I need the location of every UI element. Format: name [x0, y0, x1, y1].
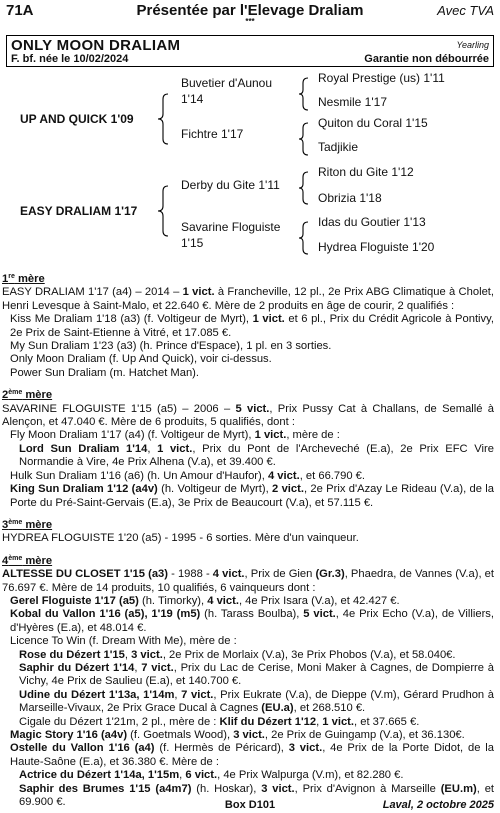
pedigree-sire-dam: Fichtre 1'17: [181, 127, 244, 141]
horse-name: ONLY MOON DRALIAM: [11, 37, 181, 54]
pedigree-ggp-4: Tadjikie: [318, 140, 359, 154]
granddam-paragraph: SAVARINE FLOGUISTE 1'15 (a5) – 2006 – 5 vict., Prix Pussy Cat à Challans, de Semallé à Alençon, et 47.040 €. Mère de 6 produits, 5 qualifiés, dont :: [2, 402, 495, 429]
produce-line: Saphir du Dézert 1'14, 7 vict., Prix du Lac de Cerise, Moni Maker à Cagnes, de Dompierre à Vichy, 4e Prix de Saulieu (E.a), et 140.700 €.: [19, 661, 495, 688]
horse-sex-birth: F. bf. née le 10/02/2024: [11, 53, 129, 65]
produce-line: Cigale du Dézert 1'21m, 2 pl., mère de : Klif du Dézert 1'12, 1 vict., et 37.665 €.: [19, 715, 420, 728]
pedigree-dam-dam-line1: Savarine Floguiste: [181, 220, 281, 234]
pedigree-ggp-8: Hydrea Floguiste 1'20: [318, 240, 435, 254]
presenter-title: Présentée par l'Elevage Draliam: [136, 2, 364, 19]
produce-line: Magic Story 1'16 (a4v) (f. Goetmals Wood), 3 vict., 2e Prix de Guingamp (V.a), et 36.130€.: [10, 729, 465, 741]
produce-line: Kiss Me Draliam 1'18 (a3) (f. Voltigeur de Myrt), 1 vict. et 6 pl., Prix du Crédit Agricole à Pontivy, 2e Prix de Saint-Etienne à Vitré, et 17.085 €.: [10, 313, 494, 339]
produce-line: Rose du Dézert 1'15, 3 vict., 2e Prix de Morlaix (V.a), 3e Prix Phobos (V.a), et 58.040€.: [19, 648, 456, 661]
pedigree-dam: EASY DRALIAM 1'17: [20, 204, 138, 218]
pedigree-ggp-2: Nesmile 1'17: [318, 95, 387, 109]
pedigree-ggp-1: Royal Prestige (us) 1'11: [318, 71, 445, 85]
pedigree-sire: UP AND QUICK 1'09: [20, 112, 134, 126]
family-notes: [2, 270, 494, 809]
place-date: Laval, 2 octobre 2025: [382, 799, 494, 811]
produce-line: Hulk Sun Draliam 1'16 (a6) (h. Un Amour d'Haufor), 4 vict., et 66.790 €.: [10, 469, 365, 482]
pedigree-ggp-5: Riton du Gite 1'12: [318, 165, 414, 179]
pedigree-dam-dam-line2: 1'15: [181, 236, 204, 250]
third-dam-paragraph: HYDREA FLOGUISTE 1'20 (a5) - 1995 - 6 sorties. Mère d'un vainqueur.: [2, 532, 359, 545]
pedigree-sire-sire-line1: Buvetier d'Aunou: [181, 76, 273, 90]
produce-line: Power Sun Draliam (m. Hatchet Man).: [10, 366, 200, 379]
horse-guarantee: Garantie non débourrée: [364, 53, 489, 65]
produce-line: Kobal du Vallon 1'16 (a5), 1'19 (m5) (h. Tarass Boulba), 5 vict., 4e Prix Echo (V.a), de Villiers, d'Hyères (E.a), et 48.014 €.: [10, 608, 495, 634]
produce-line: King Sun Draliam 1'12 (a4v) (h. Voltigeur de Myrt), 2 vict., 2e Prix d'Azay Le Rideau (V.a), de la Porte du Pré-Saint-Gervais (E.a), 3e Prix de Beaucourt (V.a), et 57.115 €.: [10, 483, 494, 509]
pedigree-dam-sire: Derby du Gite 1'11: [181, 178, 280, 192]
section-heading-1: 1re mère: [2, 273, 45, 285]
section-heading-4: 4ème mère: [2, 554, 53, 567]
produce-line: Gerel Floguiste 1'17 (a5) (h. Timorky), 4 vict., 4e Prix Isara (V.a), et 42.427 €.: [10, 594, 400, 607]
box-number: Box D101: [224, 799, 276, 811]
produce-line: Actrice du Dézert 1'14a, 1'15m, 6 vict., 4e Prix Walpurga (V.m), et 82.280 €.: [19, 769, 404, 782]
pedigree-table: [0, 66, 500, 266]
page-header: [6, 2, 494, 26]
section-heading-2: 2ème mère: [2, 389, 53, 402]
produce-line: Ostelle du Vallon 1'16 (a4) (f. Hermès de Péricard), 3 vict., 4e Prix de la Porte Didot, de la Haute-Saône (E.a), et 36.380 €. Mère de :: [10, 742, 494, 768]
horse-title-box: [6, 35, 494, 67]
pedigree-ggp-7: Idas du Goutier 1'13: [318, 215, 426, 229]
pedigree-sire-sire-line2: 1'14: [181, 92, 204, 106]
fourth-dam-paragraph: ALTESSE DU CLOSET 1'15 (a3) - 1988 - 4 vict., Prix de Gien (Gr.3), Phaedra, de Vannes (V.a), et 76.697 €. Mère de 14 produits, 10 qualifiés, 6 vainqueurs dont :: [2, 568, 494, 594]
dam-paragraph: EASY DRALIAM 1'17 (a4) – 2014 – 1 vict. à Francheville, 12 pl., 2e Prix ABG Climatique à Cholet, Henri Levesque à Saint-Malo, et 22.640 €. Mère de 2 produits en âge de courir, 2 qualifiés :: [2, 286, 495, 312]
produce-line: Only Moon Draliam (f. Up And Quick), voir ci-dessus.: [10, 353, 272, 366]
produce-line: Udine du Dézert 1'13a, 1'14m, 7 vict., Prix Eukrate (V.a), de Dieppe (V.m), Gérard Prudhon à Marseille-Vivaux, 2e Prix Grace Ducal à Cagnes (EU.a), et 268.510 €.: [19, 688, 495, 715]
vat-note: Avec TVA: [437, 3, 494, 18]
produce-line: My Sun Draliam 1'23 (a3) (h. Prince d'Espace), 1 pl. en 3 sorties.: [10, 340, 332, 353]
pedigree-ggp-3: Quiton du Coral 1'15: [318, 116, 428, 130]
lot-number: 71A: [6, 2, 34, 19]
section-heading-3: 3ème mère: [2, 518, 53, 531]
stars-mark: ***: [245, 17, 255, 26]
produce-line: Saphir des Brumes 1'15 (a4m7) (h. Hoskar), 3 vict., Prix d'Avignon à Marseille (EU.m), et 69.900 €.: [19, 782, 495, 809]
produce-line: Licence To Win (f. Dream With Me), mère de :: [10, 635, 237, 648]
produce-line: Fly Moon Draliam 1'17 (a4) (f. Voltigeur de Myrt), 1 vict., mère de :: [10, 429, 340, 442]
pedigree-ggp-6: Obrizia 1'18: [318, 191, 382, 205]
produce-line: Lord Sun Draliam 1'14, 1 vict., Prix du Pont de l'Archeveché (E.a), 2e Prix EFC Vire Normandie à Vire, 4e Prix Alhena (V.a), et 39.400 €.: [19, 442, 494, 469]
horse-category: Yearling: [456, 40, 489, 50]
